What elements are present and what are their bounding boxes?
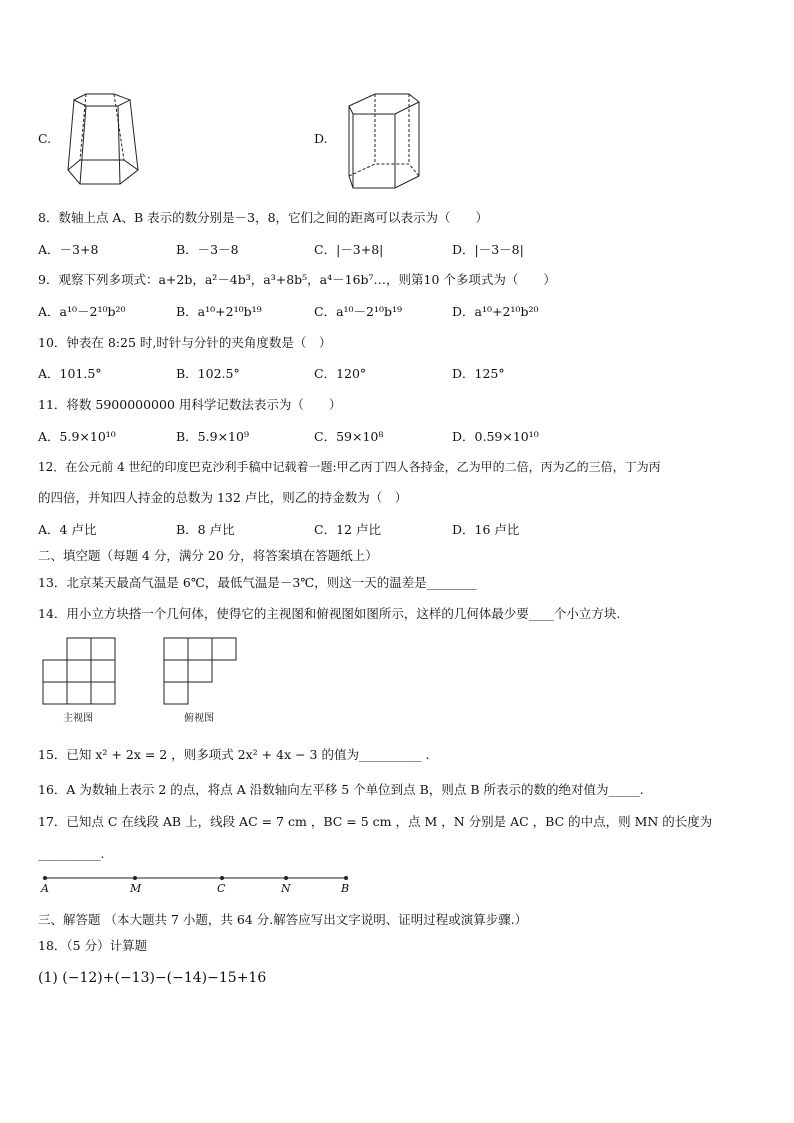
- q11-stem: 11．将数 5900000000 用科学记数法表示为（ ）: [38, 397, 342, 412]
- q9-option-b: B．a¹⁰+2¹⁰b¹⁹: [176, 304, 262, 319]
- q11-option-a: A．5.9×10¹⁰: [38, 429, 116, 444]
- q8-option-b: B．－3－8: [176, 242, 239, 257]
- q10-option-b: B．102.5°: [176, 366, 240, 381]
- q12-option-c: C．12 卢比: [314, 522, 381, 537]
- q9-option-c: C．a¹⁰－2¹⁰b¹⁹: [314, 304, 403, 319]
- q14-top-view-figure: [164, 638, 244, 704]
- q12-option-d: D．16 卢比: [452, 522, 520, 537]
- q7-frustum-figure: [62, 92, 152, 192]
- q10-option-d: D．125°: [452, 366, 505, 381]
- q11-option-b: B．5.9×10⁹: [176, 429, 249, 444]
- numberline-label-n: N: [281, 882, 291, 895]
- q10-option-c: C．120°: [314, 366, 367, 381]
- q12-option-b: B．8 卢比: [176, 522, 235, 537]
- q18-heading: 18．（5 分）计算题: [38, 938, 148, 953]
- q8-option-a: A．－3+8: [38, 242, 99, 257]
- q9-option-d: D．a¹⁰+2¹⁰b²⁰: [452, 304, 539, 319]
- q7-option-d-label: D.: [314, 131, 328, 146]
- q15-text: 15．已知 x² + 2x = 2 ，则多项式 2x² + 4x − 3 的值为__________ .: [38, 747, 430, 762]
- section-2-heading: 二、填空题（每题 4 分，满分 20 分，将答案填在答题纸上）: [38, 548, 378, 563]
- q14-front-view-figure: [43, 638, 123, 704]
- q14-front-view-caption: 主视图: [63, 713, 93, 724]
- q9-option-a: A．a¹⁰－2¹⁰b²⁰: [38, 304, 126, 319]
- q12-stem-line2: 的四倍，并知四人持金的总数为 132 卢比，则乙的持金数为（ ）: [38, 490, 408, 505]
- q8-option-c: C．|－3+8|: [314, 242, 384, 257]
- q16-text: 16．A 为数轴上表示 2 的点，将点 A 沿数轴向左平移 5 个单位到点 B，则点 B 所表示的数的绝对值为_____.: [38, 782, 644, 797]
- q14-top-view-caption: 俯视图: [184, 713, 214, 724]
- numberline-label-a: A: [41, 882, 49, 895]
- q8-stem: 8．数轴上点 A、B 表示的数分别是－3，8，它们之间的距离可以表示为（ ）: [38, 210, 489, 225]
- q13-text: 13．北京某天最高气温是 6℃，最低气温是－3℃，则这一天的温差是________: [38, 575, 477, 590]
- q12-stem-line1: 12．在公元前 4 世纪的印度巴克沙利手稿中记载着一题:甲乙丙丁四人各持金，乙为甲的二倍，丙为乙的三倍，丁为丙: [38, 460, 661, 474]
- q17-number-line: [40, 872, 360, 898]
- q10-stem: 10．钟表在 8:25 时,时针与分针的夹角度数是（ ）: [38, 335, 332, 350]
- q17-text-line2: __________.: [38, 846, 105, 861]
- q11-option-c: C．59×10⁸: [314, 429, 384, 444]
- section-3-heading: 三、解答题 （本大题共 7 小题，共 64 分.解答应写出文字说明、证明过程或演算步骤.）: [38, 912, 528, 927]
- numberline-label-b: B: [341, 882, 350, 895]
- numberline-label-c: C: [217, 882, 226, 895]
- numberline-label-m: M: [130, 882, 142, 895]
- q10-option-a: A．101.5°: [38, 366, 102, 381]
- q18-part1-expression: (1) (−12)+(−13)−(−14)−15+16: [38, 970, 267, 986]
- q11-option-d: D．0.59×10¹⁰: [452, 429, 539, 444]
- q8-option-d: D．|－3－8|: [452, 242, 524, 257]
- q7-option-c-label: C.: [38, 131, 52, 146]
- q17-text-line1: 17．已知点 C 在线段 AB 上，线段 AC = 7 cm ，BC = 5 cm ，点 M ，N 分别是 AC ，BC 的中点，则 MN 的长度为: [38, 814, 713, 829]
- q14-text: 14．用小立方块搭一个几何体，使得它的主视图和俯视图如图所示，这样的几何体最少要____个小立方块.: [38, 606, 621, 621]
- q7-hexagonal-prism-figure: [343, 92, 433, 192]
- q12-option-a: A．4 卢比: [38, 522, 97, 537]
- q9-stem: 9．观察下列多项式：a+2b，a²－4b³，a³+8b⁵，a⁴－16b⁷…，则第10 个多项式为（ ）: [38, 272, 556, 287]
